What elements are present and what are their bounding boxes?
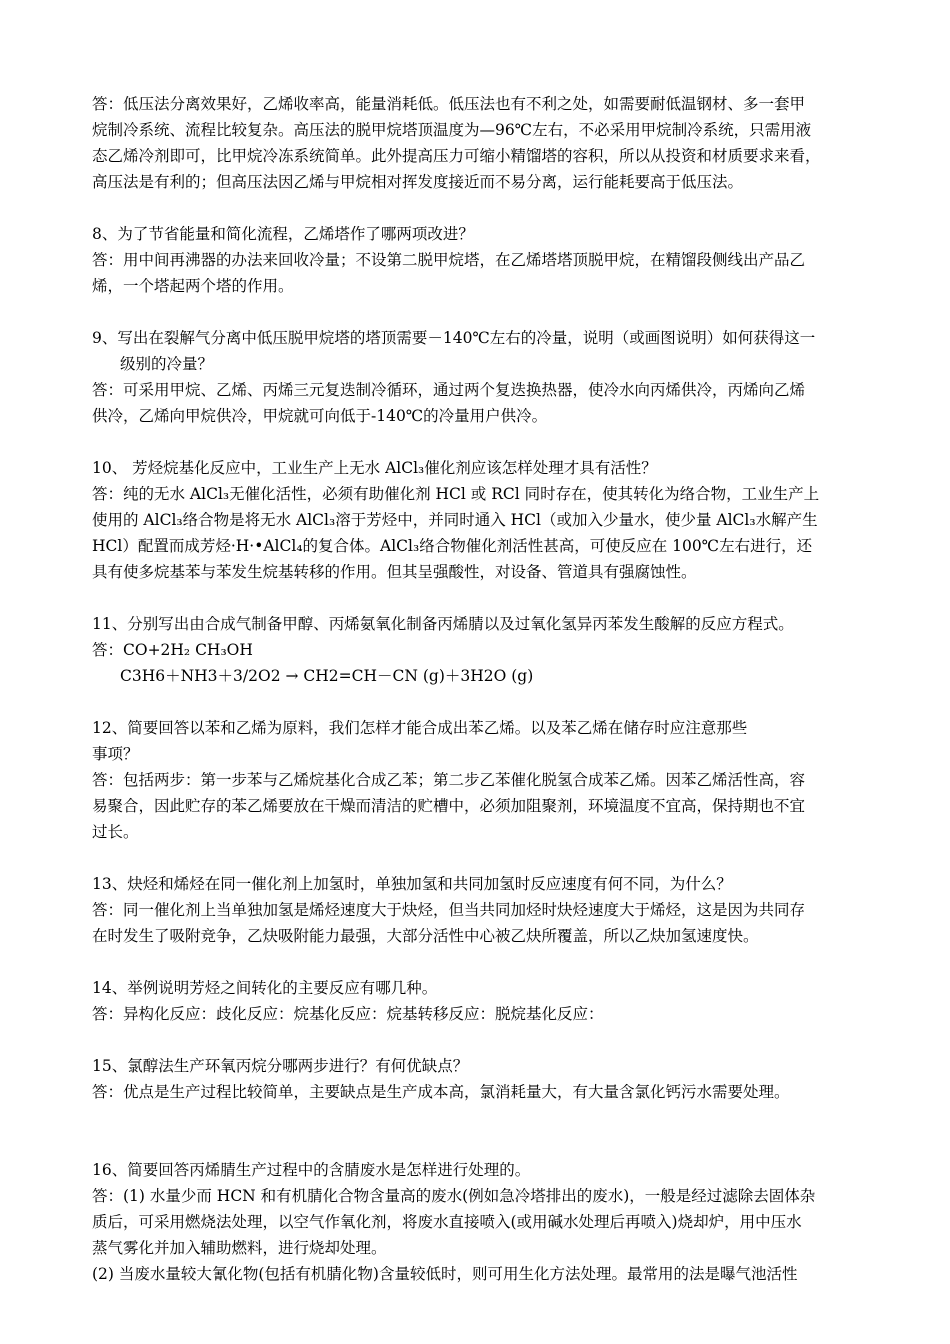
text-line: 答：包括两步：第一步苯与乙烯烷基化合成乙苯；第二步乙苯催化脱氢合成苯乙烯。因苯乙烯活性高，容	[92, 771, 806, 789]
text-line: 答：(1) 水量少而 HCN 和有机腈化合物含量高的废水(例如急冷塔排出的废水)，一般是经过滤除去固体杂	[92, 1187, 816, 1205]
text-line: 9、写出在裂解气分离中低压脱甲烷塔的塔顶需要－140℃左右的冷量，说明（或画图说明）如何获得这一	[92, 329, 816, 347]
text-line: 答：低压法分离效果好，乙烯收率高，能量消耗低。低压法也有不利之处，如需要耐低温钢材、多一套甲	[92, 95, 806, 113]
text-line: 质后，可采用燃烧法处理，以空气作氧化剂，将废水直接喷入(或用碱水处理后再喷入)烧却炉，用中压水	[92, 1213, 802, 1231]
paragraph-spacer	[92, 845, 870, 871]
equation-line: C3H6＋NH3＋3/2O2 → CH2=CH－CN (g)＋3H2O (g)	[120, 667, 534, 685]
paragraph-spacer	[92, 429, 870, 455]
text-line: 11、分别写出由合成气制备甲醇、丙烯氨氧化制备丙烯腈以及过氧化氢异丙苯发生酸解的反应方程式。	[92, 615, 794, 633]
text-line: 答：纯的无水 AlCl₃无催化活性，必须有助催化剂 HCl 或 RCl 同时存在，使其转化为络合物，工业生产上	[92, 485, 820, 503]
text-line: 高压法是有利的；但高压法因乙烯与甲烷相对挥发度接近而不易分离，运行能耗要高于低压法。	[92, 173, 744, 191]
text-line: 烯，一个塔起两个塔的作用。	[92, 277, 294, 295]
text-line: 答：可采用甲烷、乙烯、丙烯三元复迭制冷循环，通过两个复迭换热器，使冷水向丙烯供冷，丙烯向乙烯	[92, 381, 806, 399]
paragraph-spacer	[92, 1027, 870, 1053]
text-line: 态乙烯冷剂即可，比甲烷冷冻系统简单。此外提高压力可缩小精馏塔的容积，所以从投资和材质要求来看，	[92, 147, 821, 165]
paragraph-spacer	[92, 585, 870, 611]
document-page	[92, 91, 870, 1287]
text-line: 12、简要回答以苯和乙烯为原料，我们怎样才能合成出苯乙烯。以及苯乙烯在储存时应注意那些	[92, 719, 748, 737]
text-line: 8、为了节省能量和简化流程，乙烯塔作了哪两项改进？	[92, 225, 474, 243]
paragraph-spacer	[92, 299, 870, 325]
text-line: 供冷，乙烯向甲烷供冷，甲烷就可向低于-140℃的冷量用户供冷。	[92, 407, 548, 425]
text-line: 14、举例说明芳烃之间转化的主要反应有哪几种。	[92, 979, 438, 997]
text-line: 具有使多烷基苯与苯发生烷基转移的作用。但其呈强酸性，对设备、管道具有强腐蚀性。	[92, 563, 697, 581]
paragraph-spacer	[92, 949, 870, 975]
text-line: 易聚合，因此贮存的苯乙烯要放在干燥而清洁的贮槽中，必须加阻聚剂，环境温度不宜高，保持期也不宜	[92, 797, 806, 815]
text-line: 事项？	[92, 745, 139, 763]
text-line: HCl）配置而成芳烃·H·•AlCl₄的复合体。AlCl₃络合物催化剂活性甚高，可使反应在 100℃左右进行，还	[92, 537, 813, 555]
paragraph-spacer	[92, 689, 870, 715]
text-line: 答：优点是生产过程比较简单，主要缺点是生产成本高，氯消耗量大，有大量含氯化钙污水需要处理。	[92, 1083, 790, 1101]
text-line: (2) 当废水量较大氰化物(包括有机腈化物)含量较低时，则可用生化方法处理。最常用的法是曝气池活性	[92, 1265, 798, 1283]
text-line: 答：异构化反应：歧化反应：烷基化反应：烷基转移反应：脱烷基化反应：	[92, 1005, 604, 1023]
text-line: 级别的冷量？	[120, 355, 214, 373]
text-line: 10、 芳烃烷基化反应中，工业生产上无水 AlCl₃催化剂应该怎样处理才具有活性？	[92, 459, 657, 477]
text-line: 答：同一催化剂上当单独加氢是烯烃速度大于炔烃，但当共同加烃时炔烃速度大于烯烃，这是因为共同存	[92, 901, 806, 919]
text-line: 蒸气雾化并加入辅助燃料，进行烧却处理。	[92, 1239, 387, 1257]
text-line: 15、氯醇法生产环氧丙烷分哪两步进行？有何优缺点？	[92, 1057, 469, 1075]
text-line: 13、炔烃和烯烃在同一催化剂上加氢时，单独加氢和共同加氢时反应速度有何不同，为什么？	[92, 875, 732, 893]
paragraph-spacer	[92, 195, 870, 221]
text-line: 烷制冷系统、流程比较复杂。高压法的脱甲烷塔顶温度为—96℃左右，不必采用甲烷制冷系统，只需用液	[92, 121, 812, 139]
text-line: 答：用中间再沸器的办法来回收冷量；不设第二脱甲烷塔，在乙烯塔塔顶脱甲烷，在精馏段侧线出产品乙	[92, 251, 806, 269]
text-line: 16、简要回答丙烯腈生产过程中的含腈废水是怎样进行处理的。	[92, 1161, 531, 1179]
text-line: 答：CO+2H₂ CH₃OH	[92, 641, 253, 659]
paragraph-spacer	[92, 1105, 870, 1157]
text-line: 使用的 AlCl₃络合物是将无水 AlCl₃溶于芳烃中，并同时通入 HCl（或加入少量水，使少量 AlCl₃水解产生	[92, 511, 818, 529]
text-line: 在时发生了吸附竞争，乙炔吸附能力最强，大部分活性中心被乙炔所覆盖，所以乙炔加氢速度快。	[92, 927, 759, 945]
text-line: 过长。	[92, 823, 139, 841]
